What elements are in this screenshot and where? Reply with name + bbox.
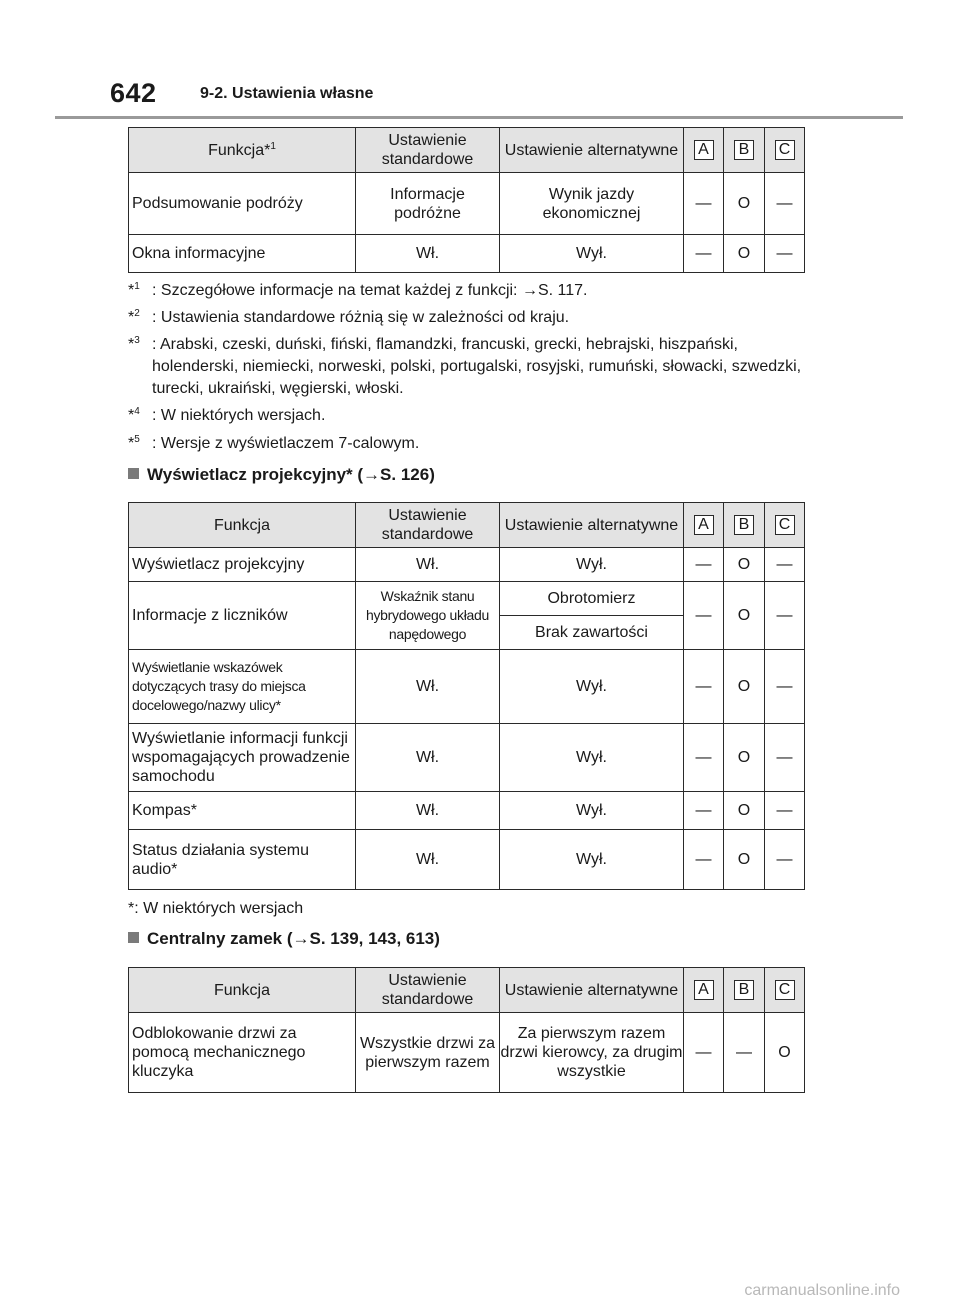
cell-b: — <box>724 1013 765 1093</box>
cell-b: O <box>724 650 765 724</box>
table-row <box>129 173 805 235</box>
cell-default: Wł. <box>356 548 500 582</box>
cell-b: O <box>724 724 765 792</box>
square-bullet-icon <box>128 468 139 479</box>
cell-function: Wyświetlacz projekcyjny <box>129 548 356 582</box>
header-col-a: A <box>684 503 724 548</box>
header-col-a: A <box>684 128 724 173</box>
settings-table-3 <box>128 967 805 1093</box>
cell-c: — <box>765 582 805 650</box>
cell-c: — <box>765 548 805 582</box>
cell-function: Wyświetlanie informacji funkcji wspomagających prowadzenie samochodu <box>129 724 356 792</box>
cell-b: O <box>724 792 765 830</box>
table-row <box>129 830 805 890</box>
cell-default: Wskaźnik stanu hybrydowego układu napędowego <box>356 582 500 650</box>
cell-default: Wł. <box>356 235 500 273</box>
cell-function: Informacje z liczników <box>129 582 356 650</box>
header-alternative: Ustawienie alternatywne <box>500 503 684 548</box>
cell-b: O <box>724 173 765 235</box>
cell-function: Odblokowanie drzwi za pomocą mechanicznego kluczyka <box>129 1013 356 1093</box>
header-col-c: C <box>765 968 805 1013</box>
header-default: Ustawienie standardowe <box>356 503 500 548</box>
header-col-b: B <box>724 128 765 173</box>
cell-default: Informacje podróżne <box>356 173 500 235</box>
header-default: Ustawienie standardowe <box>356 128 500 173</box>
footnote-1: *$^1$ : Szczegółowe informacje na temat każdej z funkcji: →S. 117. <box>128 281 588 299</box>
cell-default: Wł. <box>356 650 500 724</box>
footnote-4: *$^4$ : W niektórych wersjach. <box>128 406 326 424</box>
cell-default: Wł. <box>356 724 500 792</box>
cell-c: — <box>765 173 805 235</box>
cell-a: — <box>684 792 724 830</box>
cell-a: — <box>684 650 724 724</box>
header-alternative: Ustawienie alternatywne <box>500 128 684 173</box>
cell-function: Status działania systemu audio* <box>129 830 356 890</box>
header-col-c: C <box>765 128 805 173</box>
square-bullet-icon <box>128 932 139 943</box>
cell-c: — <box>765 650 805 724</box>
cell-a: — <box>684 548 724 582</box>
subsection-heading-central-lock: Centralny zamek (→S. 139, 143, 613) <box>128 929 440 949</box>
cell-alternative: Wył. <box>500 792 684 830</box>
page-number: 642 <box>110 78 157 108</box>
cell-alternative: Wył. <box>500 650 684 724</box>
subsection-heading-hud: Wyświetlacz projekcyjny* (→S. 126) <box>128 465 435 485</box>
header-function: Funkcja <box>129 968 356 1013</box>
cell-a: — <box>684 1013 724 1093</box>
cell-alternative: Wył. <box>500 548 684 582</box>
cell-c: — <box>765 724 805 792</box>
cell-function: Okna informacyjne <box>129 235 356 273</box>
cell-alternative: Wył. <box>500 724 684 792</box>
cell-alternative-1: Obrotomierz <box>500 582 684 616</box>
footnote-hud: *: W niektórych wersjach <box>128 900 304 917</box>
header-col-a: A <box>684 968 724 1013</box>
settings-table-1 <box>128 127 805 273</box>
section-title: 9-2. Ustawienia własne <box>200 85 374 102</box>
header-alternative: Ustawienie alternatywne <box>500 968 684 1013</box>
cell-alternative: Wył. <box>500 235 684 273</box>
cell-alternative: Wył. <box>500 830 684 890</box>
footnote-5: *$^5$ : Wersje z wyświetlaczem 7-calowym. <box>128 434 420 452</box>
table-header-row <box>129 128 805 173</box>
header-divider <box>55 116 903 119</box>
cell-b: O <box>724 235 765 273</box>
cell-c: — <box>765 830 805 890</box>
table-row <box>129 548 805 582</box>
header-function: Funkcja <box>129 503 356 548</box>
header-function: Funkcja*$^1$ <box>129 128 356 173</box>
table-header-row <box>129 503 805 548</box>
cell-default: Wszystkie drzwi za pierwszym razem <box>356 1013 500 1093</box>
cell-c: O <box>765 1013 805 1093</box>
table-row <box>129 582 805 616</box>
table-row <box>129 650 805 724</box>
cell-function: Kompas* <box>129 792 356 830</box>
cell-a: — <box>684 235 724 273</box>
footnote-2: *$^2$ : Ustawienia standardowe różnią się w zależności od kraju. <box>128 308 570 326</box>
table-row <box>129 1013 805 1093</box>
cell-function: Podsumowanie podróży <box>129 173 356 235</box>
footnote-3: *$^3$ : Arabski, czeski, duński, fiński, flamandzki, francuski, grecki, hebrajski, hiszpański, holenderski, niemiecki, norweski, polski, portugalski, rosyjski, rumuński, słowacki, szwedzki, turecki, ukraiński, węgierski, włoski. <box>128 335 802 397</box>
table-row <box>129 792 805 830</box>
table-row <box>129 724 805 792</box>
header-col-b: B <box>724 968 765 1013</box>
table-header-row <box>129 968 805 1013</box>
cell-b: O <box>724 582 765 650</box>
cell-b: O <box>724 830 765 890</box>
cell-default: Wł. <box>356 792 500 830</box>
cell-a: — <box>684 724 724 792</box>
cell-alternative: Za pierwszym razem drzwi kierowcy, za drugim wszystkie <box>500 1013 684 1093</box>
cell-b: O <box>724 548 765 582</box>
header-col-c: C <box>765 503 805 548</box>
cell-alternative: Wynik jazdy ekonomicznej <box>500 173 684 235</box>
header-default: Ustawienie standardowe <box>356 968 500 1013</box>
table-row <box>129 235 805 273</box>
cell-function: Wyświetlanie wskazówek dotyczących trasy do miejsca docelowego/nazwy ulicy* <box>129 650 356 724</box>
cell-c: — <box>765 792 805 830</box>
cell-a: — <box>684 830 724 890</box>
cell-a: — <box>684 173 724 235</box>
settings-table-2 <box>128 502 805 890</box>
watermark-text: carmanualsonline.info <box>744 1282 900 1299</box>
cell-default: Wł. <box>356 830 500 890</box>
cell-alternative-2: Brak zawartości <box>500 616 684 650</box>
cell-a: — <box>684 582 724 650</box>
page-header <box>110 76 910 116</box>
header-col-b: B <box>724 503 765 548</box>
cell-c: — <box>765 235 805 273</box>
